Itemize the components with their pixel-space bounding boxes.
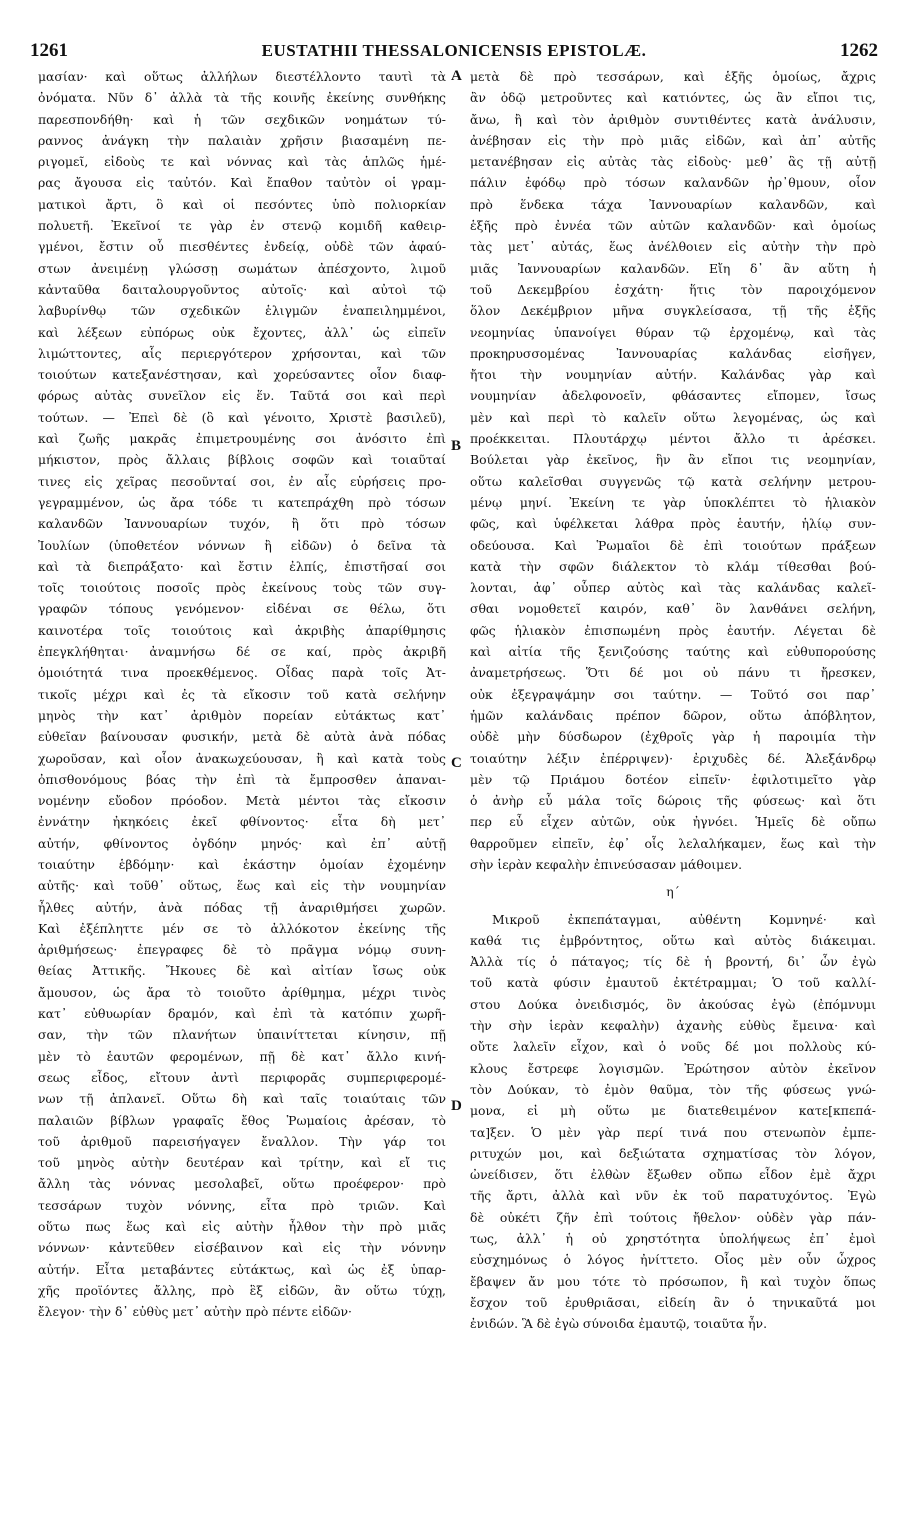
text-line: ὀπισθονόμους βόας τὴν ἐπὶ τὰ ἔμπροσθεν ἀπαναι-: [38, 771, 446, 787]
margin-letter-b: B: [451, 438, 462, 454]
text-line: τῆς ἄρτι, ἀλλὰ καὶ νῦν ἐκ τοῦ παρατυχόντος. Ἐγὼ: [470, 1188, 876, 1204]
text-line: φῶς, καὶ ὑφέλκεται λάθρα πρὸς ἑαυτήν, ἡλίῳ συν-: [470, 516, 876, 532]
margin-letter-a: A: [451, 68, 462, 84]
page-number-right: 1262: [840, 40, 878, 61]
text-line: νων τῇ ἀπλανεῖ. Οὕτω δὴ καὶ ταῖς τοιαύταις τῶν: [38, 1091, 446, 1107]
text-line: ὀνόματα. Νῦν δ᾽ ἀλλὰ τὰ τῆς κοινῆς ἐκείνης συνθήκης: [38, 90, 446, 106]
text-line: τοῦ μηνὸς αὐτὴν δευτέραν καὶ τρίτην, καὶ εἴ τις: [38, 1155, 446, 1171]
text-line: καὶ ζωῆς μακρᾶς ἐπιμετρουμένης σοι ἀνόσιτο ἐπὶ: [38, 431, 446, 447]
page-number-left: 1261: [30, 40, 68, 61]
text-line: πολυετῆ. Ἐκεῖνοί τε γὰρ ἐν στενῷ κομιδῆ καθειρ-: [38, 218, 446, 234]
text-line: παρεσπονδήθη· καὶ ἡ τῶν σεχδικῶν νοημάτων τύ-: [38, 111, 446, 127]
text-line: ἔλεγον· τὴν δ᾽ εὐθὺς μετ᾽ αὐτὴν πρὸ πέντε εἰδῶν·: [38, 1304, 352, 1320]
text-line: ριγομεῖ, εἰδοὺς τε καὶ νόννας καὶ τὰς ἁπλῶς ἡμέ-: [38, 154, 446, 170]
left-column: [38, 66, 446, 1323]
text-line: τούτων. — Ἐπεὶ δὲ (ὃ καὶ γένοιτο, Χριστὲ βασιλεῦ),: [38, 409, 446, 425]
text-line: τὴν σὴν ἱερὰν κεφαλὴν) ἀχανὴς εὐθὺς ἔμεινα· καὶ: [470, 1018, 876, 1034]
text-line: αὐτήν. Εἶτα μεταβάντες εὐτάκτως, καὶ ὡς ἐξ ὑπαρ-: [38, 1261, 446, 1277]
text-line: γεγραμμένον, ὡς ἄρα τόδε τι κατεπράχθη πρὸ τόσων: [38, 494, 446, 510]
text-line: ἄνω, ἢ καὶ τὸν ἀριθμὸν συντιθέντες κατὰ ἀνάλυσιν,: [470, 111, 876, 127]
text-line: καινοτέρα τοῖς τοιούτοις καὶ ἀκριβὴς ἀπαρίθμησις: [38, 622, 446, 638]
text-line: μὲν τῷ Πριάμου δοτέον εἰπεῖν· ἐφιλοτιμεῖτο γὰρ: [470, 771, 876, 787]
text-line: ἂν ὁδῷ μετροῦντες καὶ κατιόντες, ὡς ἂν εἴποι τις,: [470, 90, 876, 106]
text-line: ἀνέβησαν εἰς τὴν πρὸ μιᾶς εἰδῶν, καὶ ἀπ᾽ αὐτῆς: [470, 132, 876, 148]
text-line: Καὶ ἐξέπληττε μέν σε τὸ ἀλλόκοτον ἐκείνης τῆς: [38, 920, 446, 936]
text-line: καὶ τὰ διεπράξατο· καὶ ἔστιν ἐλπίς, ἐπιστῆσαί σοι: [38, 558, 446, 574]
text-line: μονα, εἰ μὴ οὕτω με διατεθειμένον κατε[κπεπά-: [470, 1103, 876, 1119]
letter-number: η΄: [666, 884, 680, 900]
text-line: τοῖς τοιούτοις ποσοῖς πρὸς ἐκείνους τοὺς τῶν συγ-: [38, 580, 446, 596]
text-line: ραννος ἀνάγκη τὴν παλαιὰν χρῆσιν βιασαμένη πε-: [38, 132, 446, 148]
text-line: ἦλθες αὐτήν, ἀνὰ πόδας τῇ ἀναριθμήσει χωρῶν.: [38, 899, 446, 915]
text-line: τὸν Δούκαν, τὸ ἐμὸν θαῦμα, τὸν τῆς φύσεως γνώ-: [470, 1081, 876, 1097]
text-line: οὐδὲ μὴν δύσδωρον (ἐχθροῖς γὰρ ἡ παροιμία τὴν: [470, 729, 876, 745]
text-line: ἀριθμήσεως· ἐπεγραφες δὲ τὸ πρᾶγμα νόμῳ συνη-: [38, 942, 446, 958]
text-line: Μικροῦ ἐκπεπάταγμαι, αὐθέντη Κομνηνέ· καὶ: [492, 911, 876, 927]
text-line: τοιαύτην ἑβδόμην· καὶ ἑκάστην ὁμοίαν ἐχομένην: [38, 856, 446, 872]
text-line: μήκιστον, πρὸς ἄλλαις βίβλοις σοφῶν καὶ τοιαῦταί: [38, 452, 446, 468]
text-line: μὲν καὶ περὶ τὸ καλεῖν οὕτω λεγομένας, ὡς καὶ: [470, 409, 876, 425]
text-line: δὲ οὐκέτι ζῆν ἐπὶ τούτοις ἤθελον· οὐδὲν γὰρ πάν-: [470, 1209, 876, 1225]
text-line: λαβυρίνθῳ τῶν σχεδικῶν ἑλιγμῶν ἐναπειλημμένοι,: [38, 303, 446, 319]
text-line: τοῦ κατὰ φύσιν ἐμαυτοῦ ἐκτέτραμμαι; Ὁ τοῦ καλλί-: [470, 975, 876, 991]
text-line: καθά τις ἐμβρόντητος, οὕτω καὶ αὐτὸς διάκειμαι.: [470, 932, 876, 948]
text-line: κλους ἔστρεφε λογισμῶν. Ἐρώτησον αὐτὸν ἐκεῖνον: [470, 1060, 876, 1076]
text-line: ἐπεγκλήθηται· ἀναμνήσω δέ σε καί, πρὸς ἀκριβῆ: [38, 644, 446, 660]
text-line: τεσσάρων τυχὸν νόννης, εἶτα πρὸ τριῶν. Καὶ: [38, 1197, 446, 1213]
running-title: EUSTATHII THESSALONICENSIS EPISTOLÆ.: [261, 41, 647, 60]
text-line: καλανδῶν Ἰαννουαρίων τυχόν, ἢ ὅτι πρὸ τόσων: [38, 516, 446, 532]
text-line: ἔσχον τοῦ ἐρυθριᾶσαι, εἰδείη ἂν ὁ τηνικαῦτά μοι: [470, 1294, 876, 1310]
text-line: ρας ἄγουσα εἰς ταὐτόν. Καὶ ἔπαθον ταὐτὸν οἱ γραμ-: [38, 175, 446, 191]
text-line: ριτυχών μοι, καὶ δεξιώτατα σχηματίσας τὸν λόγον,: [470, 1145, 876, 1161]
text-line: οὕτω πως ἕως καὶ εἰς αὐτὴν ἦλθον τὴν πρὸ μιᾶς: [38, 1219, 446, 1235]
text-line: καὶ αἰτία τῆς ξενιζούσης ταύτης καὶ εὐθυπορούσης: [470, 644, 876, 660]
text-line: στων ἀνειμένῃ γλώσσῃ σωμάτων ἀπέσχοντο, λιμοῦ: [38, 260, 446, 276]
text-line: ἄμουσον, ὡς ἄρα τὸ τοιοῦτο ἀρίθμημα, μέχρι τινὸς: [38, 984, 446, 1000]
text-line: ὅλον Δεκέμβριον μῆνα συγκλείσασα, τῇ τῆς ἑξῆς: [470, 303, 876, 319]
text-line: νουμηνίαν ἀδελφονοεῖν, φθάσαντες εἴπομεν, ἴσως: [470, 388, 876, 404]
text-line: τὰς μετ᾽ αὐτάς, ἕως ἀνέλθοιεν εἰς αὐτὴν τὴν πρὸ: [470, 239, 876, 255]
text-line: προκηρυσσομένας Ἰαννουαρίας καλάνδας εἰσῆγεν,: [470, 345, 876, 361]
text-line: τοῦ ἀριθμοῦ παρεισήγαγεν ἔναλλον. Τὴν γάρ τοι: [38, 1133, 446, 1149]
text-line: μένῳ μηνί. Ἐκείνη τε γὰρ ὑποκλέπτει τὸ ἡλιακὸν: [470, 494, 876, 510]
text-line: αὐτῆς· καὶ τοῦθ᾽ οὕτως, ἕως καὶ εἰς τὴν νουμηνίαν: [38, 878, 446, 894]
text-line: τικοῖς μέχρι καὶ ἐς τὰ εἴκοσιν τοῦ κατὰ σελήνην: [38, 686, 446, 702]
text-line: τως, ἀλλ᾽ ἡ οὐ χρηστότητα ὑπολήψεως ἐπ᾽ ἐμοὶ: [470, 1231, 876, 1247]
text-line: τοιαύτην λέξιν ἐπέρριψεν)· ἐριχυδὲς δέ. Ἀλεξάνδρῳ: [470, 750, 876, 766]
text-line: μηνὸς τὴν κατ᾽ ἀριθμὸν πορείαν εὐτάκτως κατ᾽: [38, 707, 446, 723]
text-line: στου Δούκα ὀνειδισμός, ὃν ἀκούσας ἐγὼ (ἐπόμνυμι: [470, 996, 876, 1012]
text-line: φῶς ἡλιακὸν ἐπισπωμένη πρὸς ἑαυτήν. Λέγεται δὲ: [470, 622, 876, 638]
text-line: μετανέβησαν εἰς αὐτὰς τὰς εἰδοὺς· μεθ᾽ ἃς τῇ αὐτῇ: [470, 154, 876, 170]
text-line: πάλιν ἐφόδῳ πρὸ τόσων καλανδῶν ἠρ᾽θμουν, οἷον: [470, 175, 876, 191]
text-line: σεως εἶδος, εἴτουν ἀντὶ περιφορᾶς συμπεριφερομέ-: [38, 1069, 446, 1085]
text-line: εὐθεῖαν βαίνουσαν φυσικήν, μετὰ δὲ αὐτὰ ἀνὰ πόδας: [38, 729, 446, 745]
text-line: καὶ λέξεων εὐπόρως οὐκ ἔχοντες, ἀλλ᾽ ὡς εἰπεῖν: [38, 324, 446, 340]
text-line: ματικοὶ ἄρτι, ὃ καὶ οἱ πεσόντες ὑπὸ πολιορκίαν: [38, 196, 446, 212]
text-line: οὕτω καλεῖσθαι συγγενῶς τῷ κατὰ σελήνην μετρου-: [470, 473, 876, 489]
text-line: ἤτοι τὴν νουμηνίαν αὐτήν. Καλάνδας γὰρ καὶ: [470, 367, 876, 383]
text-line: τοιούτων κατεξανέστησαν, καὶ χορεύσαντες οἷον διαφ-: [38, 367, 446, 383]
text-line: ἀναμετρήσεως. Ὅτι δέ μοι οὐ πάνυ τι ἤρεσκεν,: [470, 665, 876, 681]
text-line: σὴν ἱερὰν κεφαλὴν ἐπινεύσασαν μάθοιμεν.: [470, 856, 743, 872]
text-line: μασίαν· καὶ οὕτως ἀλλήλων διεστέλλοντο ταυτὶ τὰ: [38, 69, 446, 84]
text-line: ἐννάτην ἠκηκόεις ἐκεῖ φθίνοντος· εἶτα δὴ μετ᾽: [38, 814, 446, 830]
text-line: ἑξῆς πρὸ ἐννέα τῶν αὐτῶν καλανδῶν· καὶ ὁμοίως: [470, 218, 876, 234]
text-line: μετὰ δὲ πρὸ τεσσάρων, καὶ ἑξῆς ὁμοίως, ἄχρις: [470, 69, 876, 84]
text-line: νεομηνίας ὑπανοίγει θύραν τῷ ἐρχομένῳ, καὶ τὰς: [470, 324, 876, 340]
text-line: σθαι νομοθετεῖ καιρόν, καθ᾽ ὃν λανθάνει σελήνη,: [470, 601, 876, 617]
running-header: [30, 40, 878, 64]
text-line: προέκκειται. Πλουτάρχῳ μέντοι ἄλλο τι ἀρέσκει.: [470, 431, 876, 447]
text-line: εὐσχημόνως ὁ λόγος ἠνίττετο. Οἷος μὲν οὖν ὦχρος: [470, 1252, 876, 1268]
text-line: χωροῦσαν, καὶ οἷον ἀνακωχεύουσαν, ἢ καὶ κατὰ τοὺς: [38, 750, 446, 766]
text-line: χῆς προϊόντες ἄλλης, πρὸ ἓξ εἰδῶν, ἂν οὕτω τύχῃ,: [38, 1282, 446, 1298]
text-line: λιμώττοντες, αἷς περιεργότερον χρήσονται, καὶ τῶν: [38, 345, 446, 361]
text-line: κἀνταῦθα δαιταλουργοῦντος αὐτοῖς· καὶ αὐτοὶ τῷ: [38, 281, 446, 297]
text-line: θαρροῦμεν εἰπεῖν, ἐφ᾽ οἷς λελαλήκαμεν, ἕως καὶ τὴν: [470, 835, 876, 851]
text-line: αὐτήν, φθίνοντος ὀγδόην μηνός· καὶ ἐπ᾽ αὐτῇ: [38, 835, 446, 851]
text-line: ὁμοιότητά τινα προεκθέμενος. Οἶδας παρὰ τοῖς Ἀτ-: [38, 665, 446, 681]
text-line: τινες εἰς χεῖρας πεσοῦνταί σοι, ἐν αἷς εὑρήσεις προ-: [38, 473, 446, 489]
text-line: φόρως αὐτὰς συνεῖλον εἰς ἕν. Ταῦτά σοι καὶ περὶ: [38, 388, 446, 404]
text-line: λονται, ἀφ᾽ οὗπερ αὐτὸς καὶ τὰς καλάνδας καλεῖ-: [470, 580, 876, 596]
text-line: Ἰουλίων (ὑποθετέον νόννων ἢ εἰδῶν) ὁ δεῖνα τὰ: [38, 537, 446, 553]
text-line: οδεύουσα. Καὶ Ῥωμαῖοι δὲ ἐπὶ τοιούτων πράξεων: [470, 537, 876, 553]
text-line: οὔτε λαλεῖν εἶχον, καὶ ὁ νοῦς δέ μοι πολλοὺς κύ-: [470, 1039, 876, 1055]
text-line: νόννων· κἀντεῦθεν εἰσέβαινον καὶ εἰς τὴν νόννην: [38, 1240, 446, 1256]
text-line: ἡμῶν καλάνδαις πρέπον δῶρον, οὕτω ἀπόβλητον,: [470, 707, 876, 723]
text-line: ὠνείδισεν, ὅτι ἐλθὼν ἔξωθεν οὔπω εἶδον ἐμὲ ἄχρι: [470, 1167, 876, 1183]
text-line: παλαιῶν βίβλων γραφαῖς ἔθος Ῥωμαίοις ἀρέσαν, τὸ: [38, 1112, 446, 1128]
text-line: περ εὖ εἶχεν αὐτῶν, οὐκ ἠγνόει. Ἡμεῖς δὲ οὔπω: [470, 814, 876, 830]
text-line: ἔβαψεν ἄν μου τότε τὸ πρόσωπον, ἢ καὶ τυχὸν ὅπως: [470, 1273, 876, 1289]
margin-letter-d: D: [451, 1098, 462, 1114]
text-line: γραφῶν τόπους γενόμενον· εἰδέναι σε θέλω, ὅτι: [38, 601, 446, 617]
right-column: [470, 66, 876, 1335]
text-line: μιᾶς Ἰαννουαρίων καλανδῶν. Εἴη δ᾽ ἂν αὕτη ἡ: [470, 260, 876, 276]
text-line: σαν, τὴν τῶν πλανήτων ὑπαινίττεται κίνησιν, πῇ: [38, 1027, 446, 1043]
text-line: τα]ξεν. Ὁ μὲν γὰρ περί τινά που στενωπὸν ἐμπε-: [470, 1124, 876, 1140]
text-line: γμένοι, ἔστιν οὗ πιεσθέντες ἐνδείᾳ, οὐδὲ τῶν ἀφαύ-: [38, 239, 446, 255]
text-line: θείας Ἀττικῆς. Ἤκουες δὲ καὶ αἰτίαν ἴσως οὐκ: [38, 963, 446, 979]
text-line: ἐνιδών. Ἃ δὲ ἐγὼ σύνοιδα ἐμαυτῷ, τοιαῦτα ἦν.: [470, 1316, 768, 1332]
text-line: τοῦ Δεκεμβρίου ἐσχάτη· ἥτις τὸν παροιχόμενον: [470, 281, 876, 297]
text-line: ἄλλη τὰς νόννας μεσολαβεῖ, οὕτω προέφερον· πρὸ: [38, 1176, 446, 1192]
text-line: κατὰ τὴν σφῶν διάλεκτον τὸ κλάμ τίθεσθαι βού-: [470, 558, 876, 574]
text-line: Ἀλλὰ τίς ὁ πάταγος; τίς δὲ ἡ βροντή, δι᾽ ὧν ἐγὼ: [470, 954, 876, 970]
text-line: μὲν τὸ ἑαυτῶν φερομένων, πῇ δὲ κατ᾽ ἄλλο κινή-: [38, 1048, 446, 1064]
margin-letter-c: C: [451, 755, 462, 771]
text-line: οὐκ ἐξεγραψάμην σοι ταύτην. — Τοῦτό σοι παρ᾽: [470, 686, 876, 702]
text-line: Βούλεται γὰρ ἐκεῖνος, ἣν ἂν εἴποι τις νεομηνίαν,: [470, 452, 876, 468]
text-line: νομένην εὔοδον πρόοδον. Μετὰ μέντοι τὰς εἴκοσιν: [38, 793, 446, 809]
text-line: ὁ ἀνὴρ εὖ μάλα τοῖς δώροις τῆς φύσεως· καὶ ὅτι: [470, 793, 876, 809]
text-line: πρὸ ἕνδεκα τάχα Ἰαννουαρίων καλανδῶν, καὶ: [470, 196, 876, 212]
text-line: κατ᾽ εὐθυωρίαν δραμόν, καὶ ἐπὶ τὰ κατόπιν χωρῆ-: [38, 1006, 446, 1022]
